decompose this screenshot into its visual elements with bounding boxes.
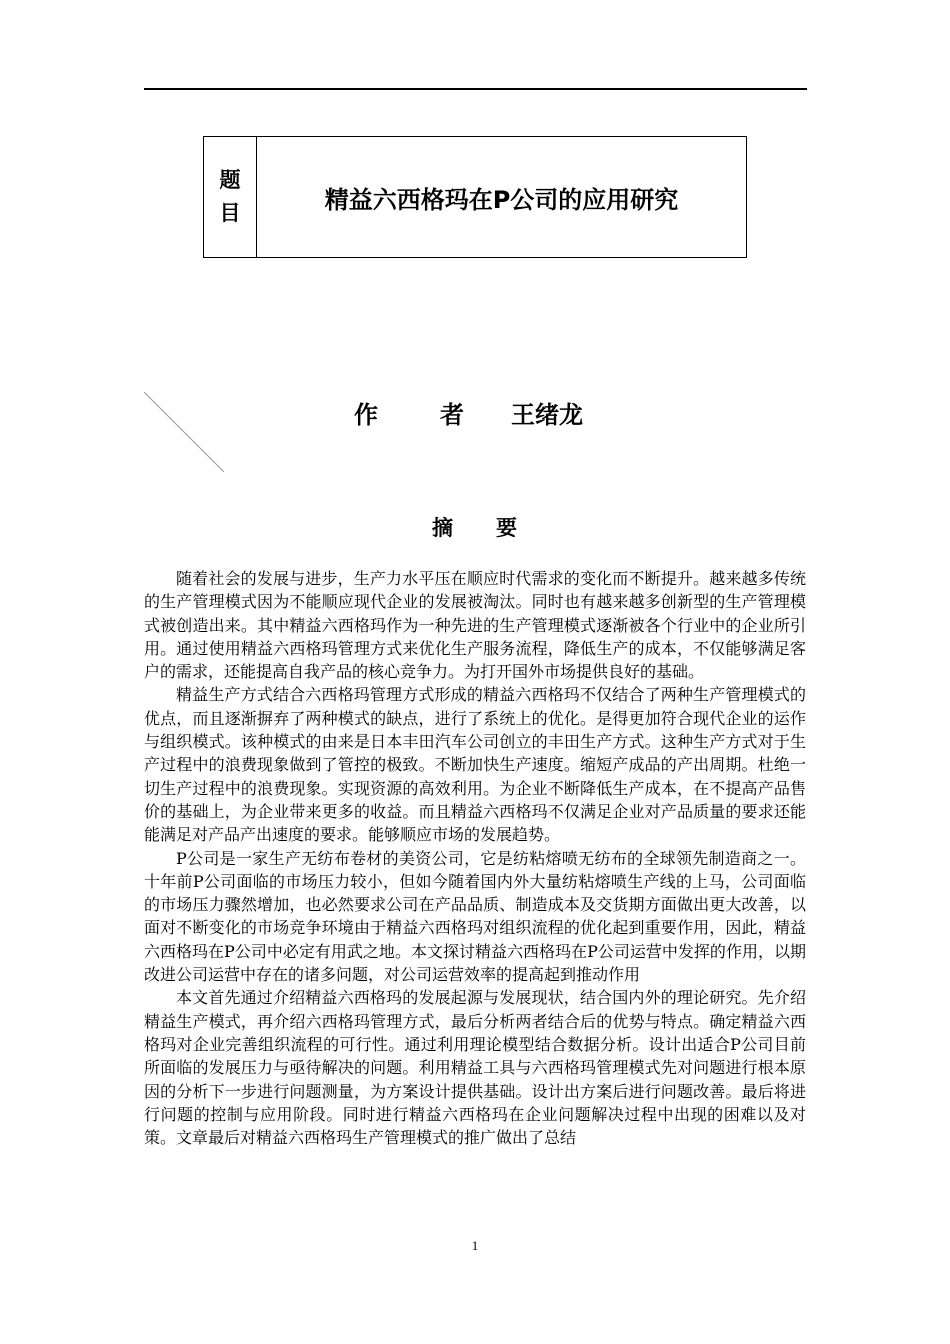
thesis-title: 精益六西格玛在P公司的应用研究	[324, 185, 679, 214]
abstract-body	[144, 567, 806, 1149]
title-table	[203, 136, 747, 258]
author-label-char: 作	[354, 401, 378, 429]
abstract-heading-char: 摘	[432, 516, 453, 540]
abstract-paragraph: 随着社会的发展与进步，生产力水平压在顺应时代需求的变化而不断提升。越来越多传统的生产管理模式因为不能顺应现代企业的发展被淘汰。同时也有越来越多创新型的生产管理模式被创造出来。其中精益六西格玛作为一种先进的生产管理模式逐渐被各个行业中的企业所引用。通过使用精益六西格玛管理方式来优化生产服务流程，降低生产的成本，不仅能够满足客户的需求，还能提高自我产品的核心竞争力。为打开国外市场提供良好的基础。	[144, 569, 806, 682]
header-rule	[144, 88, 807, 90]
author-name: 王绪龙	[511, 401, 583, 429]
abstract-heading-char: 要	[496, 516, 517, 540]
title-label-char: 题	[219, 168, 241, 192]
abstract-paragraph: 本文首先通过介绍精益六西格玛的发展起源与发展现状，结合国内外的理论研究。先介绍精益生产模式，再介绍六西格玛管理方式，最后分析两者结合后的优势与特点。确定精益六西格玛对企业完善组织流程的可行性。通过利用理论模型结合数据分析。设计出适合P公司目前所面临的发展压力与亟待解决的问题。利用精益工具与六西格玛管理模式先对问题进行根本原因的分析下一步进行问题测量，为方案设计提供基础。设计出方案后进行问题改善。最后将进行问题的控制与应用阶段。同时进行精益六西格玛在企业问题解决过程中出现的困难以及对策。文章最后对精益六西格玛生产管理模式的推广做出了总结	[144, 988, 806, 1148]
author-label-char: 者	[440, 401, 464, 429]
abstract-paragraph: P公司是一家生产无纺布卷材的美资公司，它是纺粘熔喷无纺布的全球领先制造商之一。十年前P公司面临的市场压力较小，但如今随着国内外大量纺粘熔喷生产线的上马，公司面临的市场压力骤然增加，也必然要求公司在产品品质、制造成本及交货期方面做出更大改善，以面对不断变化的市场竞争环境由于精益六西格玛对组织流程的优化起到重要作用，因此，精益六西格玛在P公司中必定有用武之地。本文探讨精益六西格玛在P公司运营中发挥的作用，以期改进公司运营中存在的诸多问题，对公司运营效率的提高起到推动作用	[144, 848, 806, 985]
title-label-char: 目	[219, 201, 241, 225]
abstract-paragraph: 精益生产方式结合六西格玛管理方式形成的精益六西格玛不仅结合了两种生产管理模式的优点，而且逐渐摒弃了两种模式的缺点，进行了系统上的优化。是得更加符合现代企业的运作与组织模式。该种模式的由来是日本丰田汽车公司创立的丰田生产方式。这种生产方式对于生产过程中的浪费现象做到了管控的极致。不断加快生产速度。缩短产成品的产出周期。杜绝一切生产过程中的浪费现象。实现资源的高效利用。为企业不断降低生产成本，在不提高产品售价的基础上，为企业带来更多的收益。而且精益六西格玛不仅满足企业对产品质量的要求还能能满足对产品产出速度的要求。能够顺应市场的发展趋势。	[144, 685, 806, 845]
title-label-cell	[204, 137, 257, 257]
page-number: 1	[471, 1238, 479, 1253]
abstract-heading	[0, 512, 950, 552]
author-row	[0, 395, 950, 435]
